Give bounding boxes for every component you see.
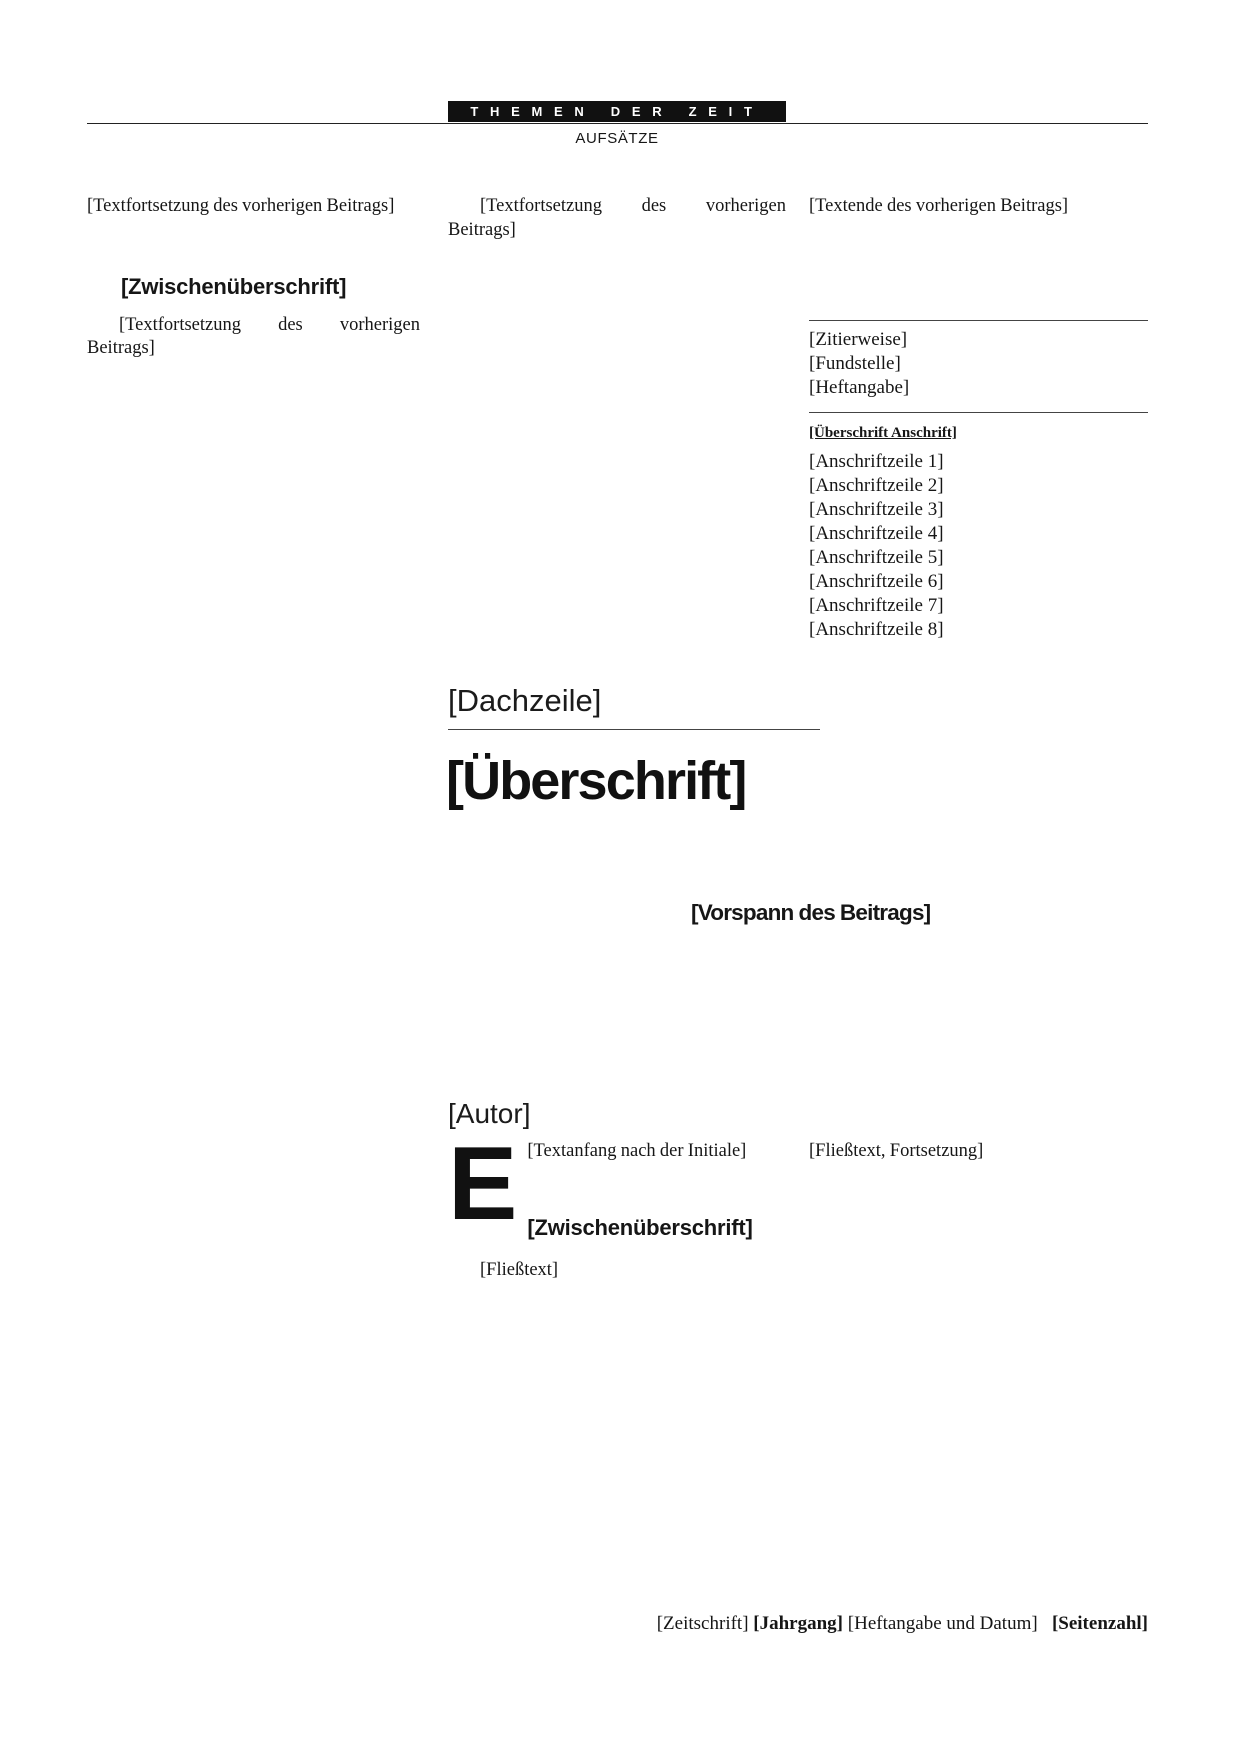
address-heading: [Überschrift Anschrift] <box>809 425 957 441</box>
citation-line: [Zitierweise] <box>809 329 908 350</box>
article-column-2 <box>809 1140 1148 1164</box>
previous-article-text: [Textfortsetzung des vorherigen Beitrags] <box>87 196 395 216</box>
address-line: [Anschriftzeile 6] <box>809 571 944 592</box>
address-line: [Anschriftzeile 8] <box>809 619 944 640</box>
article-text: [Fließtext] <box>480 1259 559 1280</box>
column-middle <box>448 195 786 242</box>
article-kicker: [Dachzeile] <box>448 683 602 718</box>
journal-name: [Zeitschrift] <box>656 1613 749 1634</box>
address-line: [Anschriftzeile 1] <box>809 451 944 472</box>
address-line: [Anschriftzeile 4] <box>809 523 944 544</box>
citation-line: [Heftangabe] <box>809 377 910 398</box>
address-line: [Anschriftzeile 7] <box>809 595 944 616</box>
address-rule <box>809 412 1148 413</box>
citation-line: [Fundstelle] <box>809 353 901 374</box>
column-right <box>809 195 1148 219</box>
page-number: [Seitenzahl] <box>1051 1613 1148 1634</box>
previous-article-text: [Textfortsetzung des vorherigen Beitrags] <box>87 314 420 358</box>
address-line: [Anschriftzeile 2] <box>809 475 944 496</box>
section-banner: THEMEN DER ZEIT <box>448 101 786 122</box>
subheading-article: [Zwischenüberschrift] <box>527 1214 753 1240</box>
previous-article-text: [Textfortsetzung des vorherigen Beitrags] <box>448 196 786 240</box>
drop-cap: E <box>448 1126 518 1242</box>
citation-block <box>809 328 1148 400</box>
section-rubric: AUFSÄTZE <box>575 130 659 147</box>
article-column-1 <box>448 1126 786 1282</box>
article-text: [Fließtext, Fortsetzung] <box>809 1141 984 1161</box>
article-lead: [Vorspann des Beitrags] <box>691 900 931 925</box>
column-left <box>87 195 420 361</box>
address-line: [Anschriftzeile 5] <box>809 547 944 568</box>
previous-article-text: [Textende des vorherigen Beitrags] <box>809 196 1069 216</box>
volume-number: [Jahrgang] <box>753 1613 844 1634</box>
article-intro-text: [Textanfang nach der Initiale] <box>527 1141 747 1161</box>
article-headline: [Überschrift] <box>446 751 746 811</box>
article-author: [Autor] <box>448 1098 531 1129</box>
page-footer <box>620 1613 1148 1635</box>
author-address <box>809 450 1148 642</box>
kicker-rule <box>448 729 820 730</box>
subheading-previous: [Zwischenüberschrift] <box>121 273 347 299</box>
address-line: [Anschriftzeile 3] <box>809 499 944 520</box>
header-rule <box>87 123 1148 124</box>
issue-date: [Heftangabe und Datum] <box>847 1613 1038 1634</box>
citation-rule <box>809 320 1148 321</box>
